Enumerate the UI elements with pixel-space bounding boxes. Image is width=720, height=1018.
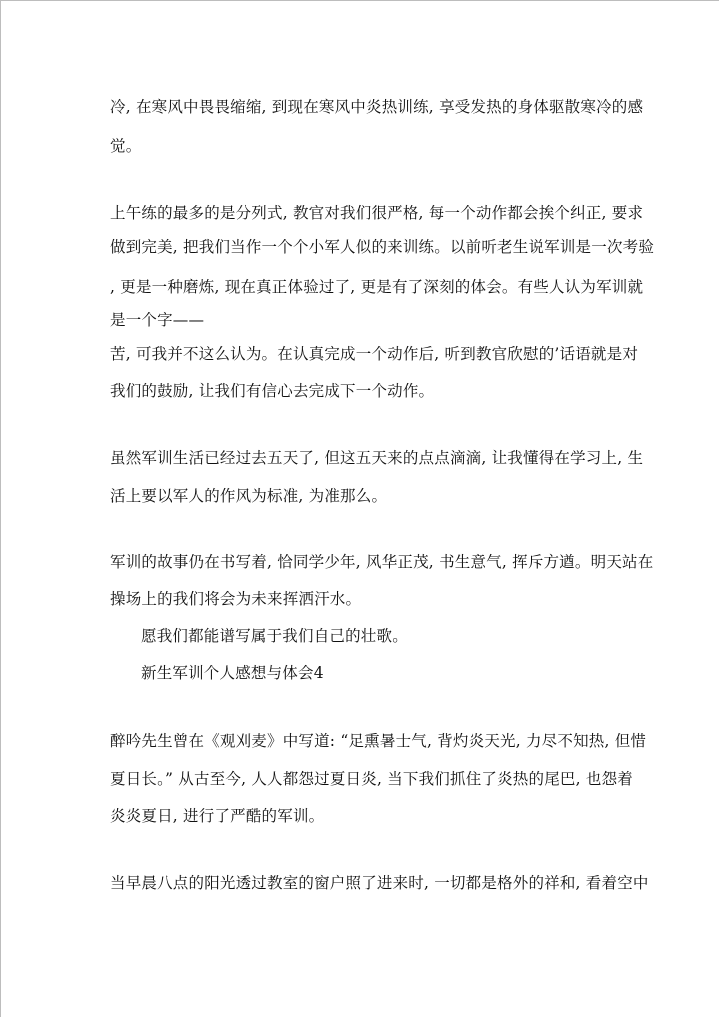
text-line: 当早晨八点的阳光透过教室的窗户照了进来时, 一切都是格外的祥和, 看着空中 bbox=[110, 874, 649, 892]
text-line: 我们的鼓励, 让我们有信心去完成下一个动作。 bbox=[110, 382, 435, 400]
text-line: 虽然军训生活已经过去五天了, 但这五天来的点点滴滴, 让我懂得在学习上, 生 bbox=[110, 449, 644, 467]
text-line: 军训的故事仍在书写着, 恰同学少年, 风华正茂, 书生意气, 挥斥方遒。明天站在 bbox=[110, 553, 654, 571]
text-line: 夏日长。” 从古至今, 人人都怨过夏日炎, 当下我们抓住了炎热的尾巴, 也怨着 bbox=[110, 770, 633, 788]
text-line: 醉吟先生曾在《观刈麦》中写道: “足熏暑士气, 背灼炎天光, 力尽不知热, 但惜 bbox=[110, 732, 647, 750]
text-line: , 更是一种磨炼, 现在真正体验过了, 更是有了深刻的体会。有些人认为军训就 bbox=[110, 278, 644, 296]
text-line: 愿我们都能谱写属于我们自己的壮歌。 bbox=[141, 627, 408, 645]
text-line: 上午练的最多的是分列式, 教官对我们很严格, 每一个动作都会挨个纠正, 要求 bbox=[110, 204, 644, 222]
text-line: 活上要以军人的作风为标准, 为准那么。 bbox=[110, 487, 388, 505]
text-line: 冷, 在寒风中畏畏缩缩, 到现在寒风中炎热训练, 享受发热的身体驱散寒冷的感 bbox=[110, 98, 644, 116]
text-line: 苦, 可我并不这么认为。在认真完成一个动作后, 听到教官欣慰的’话语就是对 bbox=[110, 345, 639, 363]
text-line: 是一个字—— bbox=[110, 311, 205, 329]
text-line: 炎炎夏日, 进行了严酷的军训。 bbox=[110, 807, 325, 825]
text-line: 觉。 bbox=[110, 137, 142, 155]
text-line: 做到完美, 把我们当作一个个小军人似的来训练。以前听老生说军训是一次考验 bbox=[110, 238, 655, 256]
text-line: 操场上的我们将会为未来挥洒汗水。 bbox=[110, 590, 362, 608]
section-heading: 新生军训个人感想与体会4 bbox=[141, 664, 324, 682]
